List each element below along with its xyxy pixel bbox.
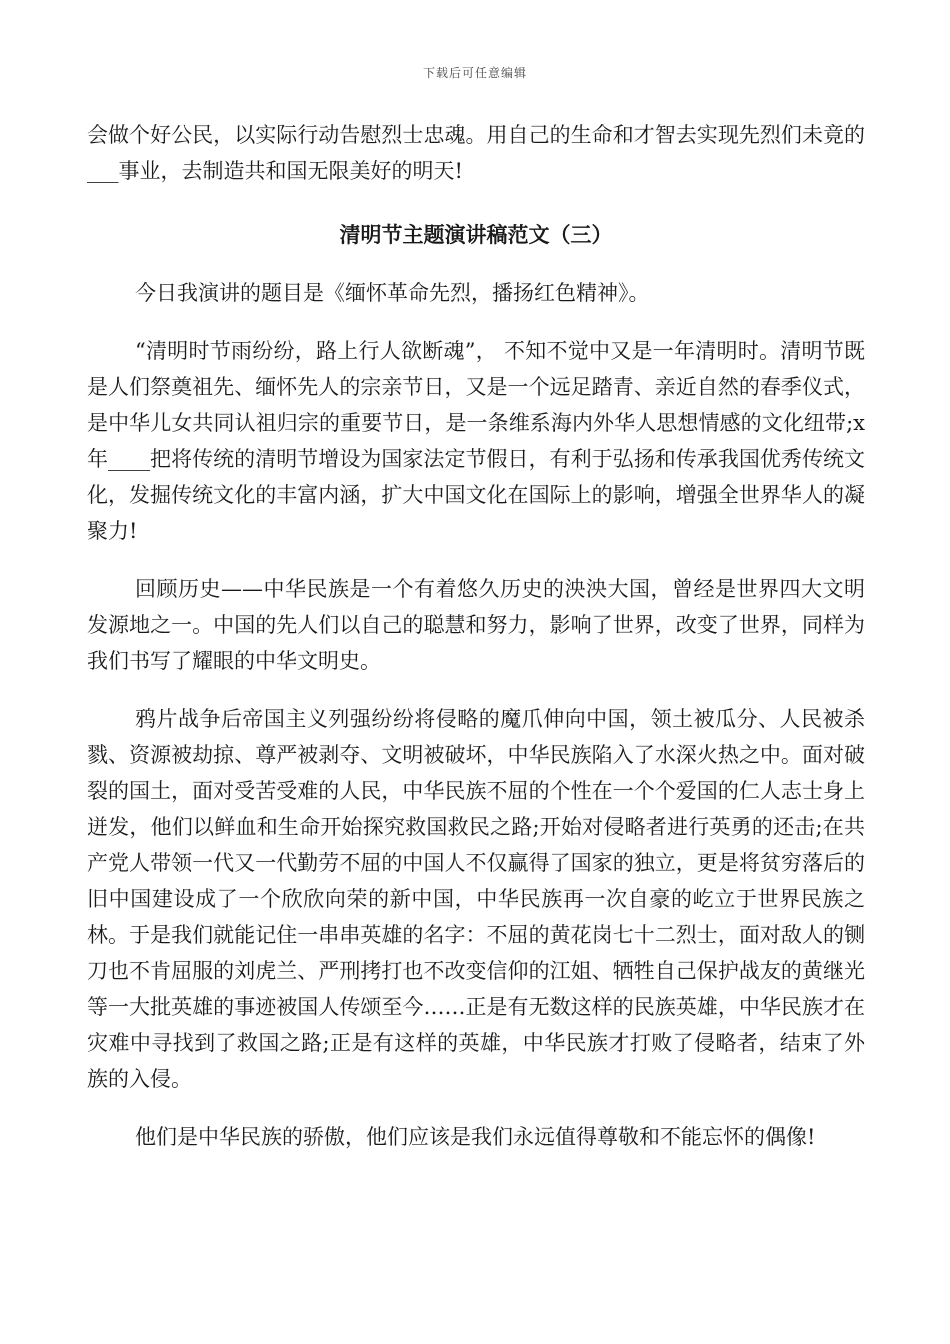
page-header-note: 下载后可任意编辑 — [422, 66, 527, 80]
paragraph-qingming-festival: “清明时节雨纷纷，路上行人欲断魂”， 不知不觉中又是一年清明时。清明节既是人们祭奠祖先、缅怀先人的宗亲节日，又是一个远足踏青、亲近自然的春季仪式，是中华儿女共同认祖归宗的重要节日，是一条维系海内外华人思想情感的文化纽带;x年____把将传统的清明节增设为国家法定节假日，有利于弘扬和传承我国优秀传统文化，发掘传统文化的丰富内涵，扩大中国文化在国际上的影响，增强全世界华人的凝聚力! — [87, 339, 865, 543]
section-title: 清明节主题演讲稿范文（三） — [339, 223, 613, 247]
paragraph-opium-war-heroes: 鸦片战争后帝国主义列强纷纷将侵略的魔爪伸向中国，领土被瓜分、人民被杀戮、资源被劫掠、尊严被剥夺、文明被破坏，中华民族陷入了水深火热之中。面对破裂的国土，面对受苦受难的人民，中华民族不屈的个性在一个个爱国的仁人志士身上迸发，他们以鲜血和生命开始探究救国救民之路;开始对侵略者进行英勇的还击;在共产党人带领一代又一代勤劳不屈的中国人不仅赢得了国家的独立，更是将贫穷落后的旧中国建设成了一个欣欣向荣的新中国，中华民族再一次自豪的屹立于世界民族之林。于是我们就能记住一串串英雄的名字：不屈的黄花岗七十二烈士，面对敌人的铡刀也不肯屈服的刘虎兰、严刑拷打也不改变信仰的江姐、牺牲自己保护战友的黄继光等一大批英雄的事迹被国人传颂至今……正是有无数这样的民族英雄，中华民族才在灾难中寻找到了救国之路;正是有这样的英雄，中华民族才打败了侵略者，结束了外族的入侵。 — [87, 707, 865, 1091]
paragraph-conclusion: 他们是中华民族的骄傲，他们应该是我们永远值得尊敬和不能忘怀的偶像! — [135, 1125, 816, 1149]
continued-paragraph: 会做个好公民，以实际行动告慰烈士忠魂。用自己的生命和才智去实现先烈们未竟的___事业，去制造共和国无限美好的明天! — [87, 123, 865, 183]
paragraph-topic: 今日我演讲的题目是《缅怀革命先烈，播扬红色精神》。 — [135, 281, 650, 305]
document-body — [87, 117, 865, 1177]
paragraph-history-review: 回顾历史——中华民族是一个有着悠久历史的泱泱大国，曾经是世界四大文明发源地之一。中国的先人们以自己的聪慧和努力，影响了世界，改变了世界，同样为我们书写了耀眼的中华文明史。 — [87, 577, 865, 673]
